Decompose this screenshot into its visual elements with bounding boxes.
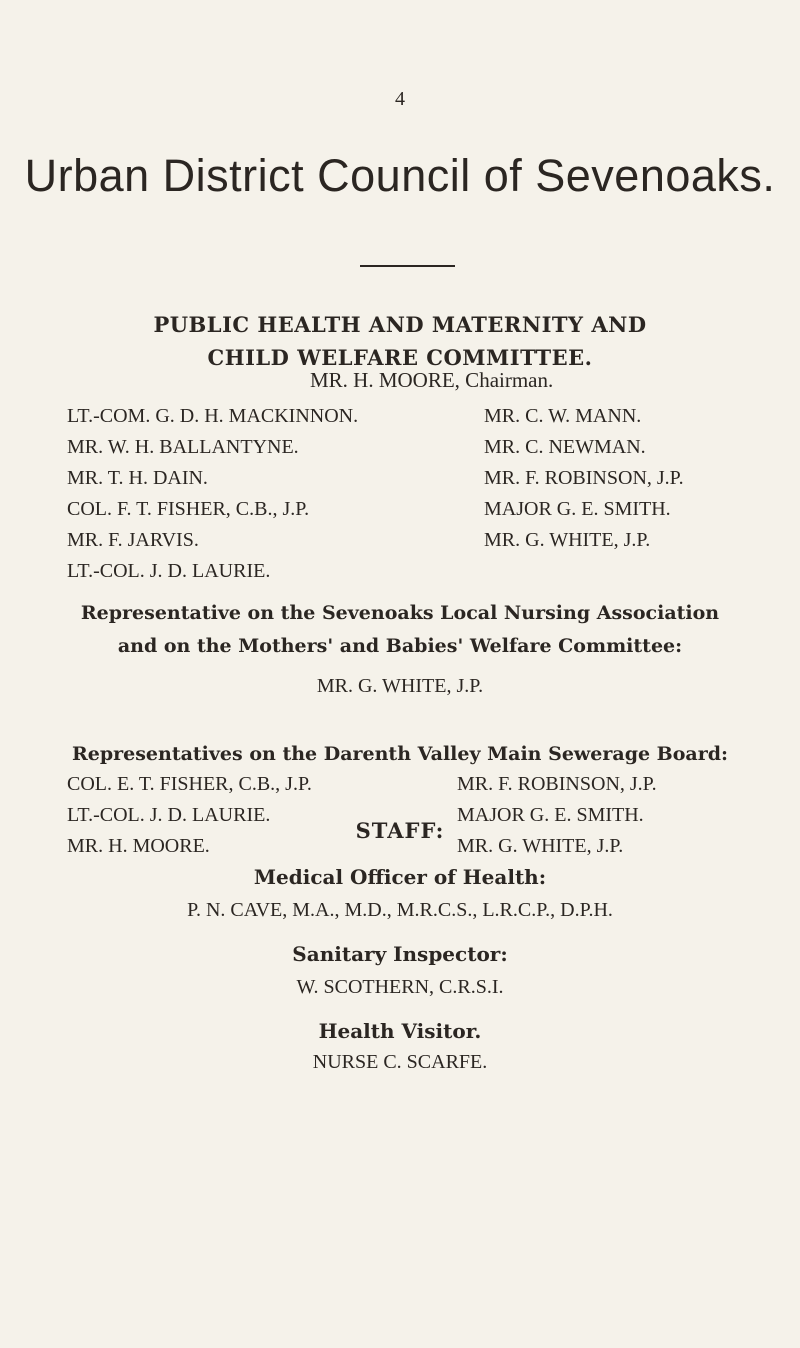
- committee-member: MR. G. WHITE, J.P.: [484, 529, 651, 551]
- sewerage-reps-right: [457, 769, 657, 862]
- medical-officer-role: Medical Officer of Health:: [253, 865, 547, 889]
- committee-member: MAJOR G. E. SMITH.: [484, 498, 671, 520]
- sewerage-rep: LT.-COL. J. D. LAURIE.: [67, 804, 271, 826]
- sewerage-rep: COL. E. T. FISHER, C.B., J.P.: [67, 773, 312, 795]
- sewerage-rep: MR. H. MOORE.: [67, 835, 210, 857]
- sewerage-rep: MR. G. WHITE, J.P.: [457, 835, 624, 857]
- committee-member: MR. F. JARVIS.: [67, 529, 199, 551]
- sanitary-inspector-role: Sanitary Inspector:: [292, 942, 508, 966]
- sewerage-reps-left: [67, 769, 312, 862]
- committee-title: [0, 308, 800, 374]
- committee-member: MR. W. H. BALLANTYNE.: [67, 436, 299, 458]
- committee-member: MR. F. ROBINSON, J.P.: [484, 467, 684, 489]
- committee-members-right: [484, 401, 684, 556]
- committee-title-line-2: CHILD WELFARE COMMITTEE.: [207, 345, 593, 370]
- staff-heading: STAFF:: [355, 818, 445, 843]
- health-visitor-role: Health Visitor.: [318, 1019, 482, 1043]
- nursing-rep-heading: [0, 597, 800, 663]
- committee-member: MR. C. NEWMAN.: [484, 436, 646, 458]
- nursing-rep-heading-line-2: and on the Mothers' and Babies' Welfare Committee:: [117, 635, 683, 657]
- nursing-rep-name: MR. G. WHITE, J.P.: [316, 675, 484, 697]
- page-title: Urban District Council of Sevenoaks.: [24, 150, 776, 201]
- sewerage-rep: MAJOR G. E. SMITH.: [457, 804, 644, 826]
- sewerage-rep: MR. F. ROBINSON, J.P.: [457, 773, 657, 795]
- committee-member: MR. T. H. DAIN.: [67, 467, 208, 489]
- title-divider: [360, 265, 455, 267]
- committee-member: LT.-COM. G. D. H. MACKINNON.: [67, 405, 359, 427]
- health-visitor-name: NURSE C. SCARFE.: [312, 1051, 488, 1073]
- committee-member: MR. C. W. MANN.: [484, 405, 642, 427]
- committee-member: LT.-COL. J. D. LAURIE.: [67, 560, 271, 582]
- sanitary-inspector-name: W. SCOTHERN, C.R.S.I.: [296, 976, 504, 998]
- committee-chairman: MR. H. MOORE, Chairman.: [310, 368, 554, 392]
- committee-title-line-1: PUBLIC HEALTH AND MATERNITY AND: [153, 312, 647, 337]
- page-number: 4: [395, 88, 405, 110]
- committee-members-left: [67, 401, 358, 587]
- nursing-rep-heading-line-1: Representative on the Sevenoaks Local Nursing Association: [80, 602, 720, 624]
- sewerage-rep-heading: Representatives on the Darenth Valley Main Sewerage Board:: [71, 743, 729, 765]
- medical-officer-name: P. N. CAVE, M.A., M.D., M.R.C.S., L.R.C.P., D.P.H.: [187, 899, 613, 921]
- committee-member: COL. F. T. FISHER, C.B., J.P.: [67, 498, 310, 520]
